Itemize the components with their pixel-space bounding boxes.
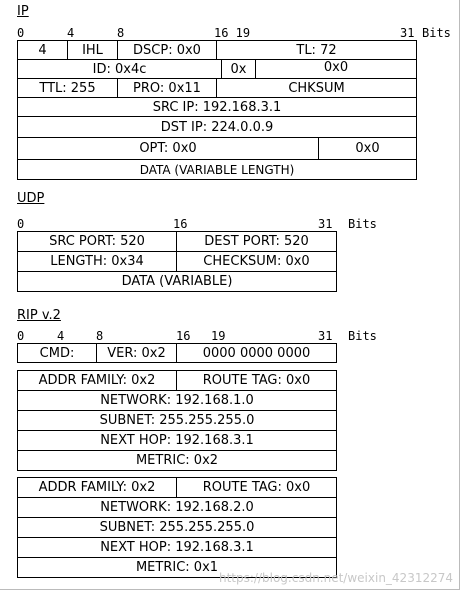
ip-bit-31: 31 bbox=[400, 26, 415, 40]
ip-data: DATA (VARIABLE LENGTH) bbox=[17, 159, 417, 180]
rip-entry-2-address-family: ADDR FAMILY: 0x2 bbox=[17, 477, 177, 498]
rip-entry-2-network: NETWORK: 192.168.2.0 bbox=[17, 497, 337, 518]
rip-unused: 0000 0000 0000 bbox=[176, 343, 337, 363]
udp-bit-0: 0 bbox=[17, 217, 25, 231]
ip-dscp: DSCP: 0x0 bbox=[117, 40, 217, 60]
udp-data: DATA (VARIABLE) bbox=[17, 271, 337, 292]
udp-bit-31: 31 bbox=[318, 217, 333, 231]
rip-bit-16: 16 bbox=[176, 329, 191, 343]
rip-entry-2-next-hop: NEXT HOP: 192.168.3.1 bbox=[17, 537, 337, 558]
rip-entry-1-next-hop: NEXT HOP: 192.168.3.1 bbox=[17, 430, 337, 451]
rip-entry-1-network: NETWORK: 192.168.1.0 bbox=[17, 390, 337, 411]
udp-title: UDP bbox=[17, 191, 45, 206]
rip-entry-1-metric: METRIC: 0x2 bbox=[17, 450, 337, 471]
ip-protocol: PRO: 0x11 bbox=[117, 78, 217, 98]
rip-bit-4: 4 bbox=[57, 329, 65, 343]
ip-bits-unit: Bits bbox=[422, 26, 451, 40]
rip-entry-1-subnet: SUBNET: 255.255.255.0 bbox=[17, 410, 337, 431]
rip-version: VER: 0x2 bbox=[96, 343, 177, 363]
ip-src: SRC IP: 192.168.3.1 bbox=[17, 97, 417, 117]
ip-ttl: TTL: 255 bbox=[17, 78, 118, 98]
ip-bit-16-19: 16 19 bbox=[214, 26, 251, 40]
rip-bit-8: 8 bbox=[96, 329, 104, 343]
rip-entry-2-route-tag: ROUTE TAG: 0x0 bbox=[176, 477, 337, 498]
ip-id: ID: 0x4c bbox=[17, 59, 222, 79]
rip-bit-0: 0 bbox=[17, 329, 25, 343]
rip-bit-31: 31 bbox=[318, 329, 333, 343]
udp-bits-unit: Bits bbox=[348, 217, 377, 231]
rip-entry-1-route-tag: ROUTE TAG: 0x0 bbox=[176, 370, 337, 391]
watermark: https://blog.csdn.net/weixin_42312274 bbox=[218, 571, 453, 585]
rip-command: CMD: bbox=[17, 343, 97, 363]
rip-bits-unit: Bits bbox=[348, 329, 377, 343]
udp-bit-16: 16 bbox=[173, 217, 188, 231]
rip-bit-19: 19 bbox=[211, 329, 226, 343]
ip-title: IP bbox=[17, 4, 29, 19]
ip-checksum: CHKSUM bbox=[216, 78, 417, 98]
udp-length: LENGTH: 0x34 bbox=[17, 251, 177, 272]
rip-title: RIP v.2 bbox=[17, 308, 61, 323]
ip-ihl: IHL bbox=[67, 40, 118, 60]
rip-entry-1-address-family: ADDR FAMILY: 0x2 bbox=[17, 370, 177, 391]
ip-version: 4 bbox=[17, 40, 68, 60]
rip-entry-2-subnet: SUBNET: 255.255.255.0 bbox=[17, 517, 337, 538]
ip-padding: 0x0 bbox=[318, 137, 417, 160]
ip-bit-0: 0 bbox=[17, 26, 25, 40]
ip-fragment-offset: 0x0 bbox=[255, 59, 417, 79]
udp-dest-port: DEST PORT: 520 bbox=[176, 231, 337, 252]
ip-dst: DST IP: 224.0.0.9 bbox=[17, 116, 417, 138]
udp-checksum: CHECKSUM: 0x0 bbox=[176, 251, 337, 272]
ip-total-length: TL: 72 bbox=[216, 40, 417, 60]
udp-src-port: SRC PORT: 520 bbox=[17, 231, 177, 252]
ip-flags: 0x bbox=[221, 59, 256, 79]
rip-entry-2-metric: METRIC: 0x1 bbox=[17, 557, 337, 578]
ip-bit-4: 4 bbox=[67, 26, 75, 40]
ip-options: OPT: 0x0 bbox=[17, 137, 319, 160]
ip-bit-8: 8 bbox=[117, 26, 125, 40]
